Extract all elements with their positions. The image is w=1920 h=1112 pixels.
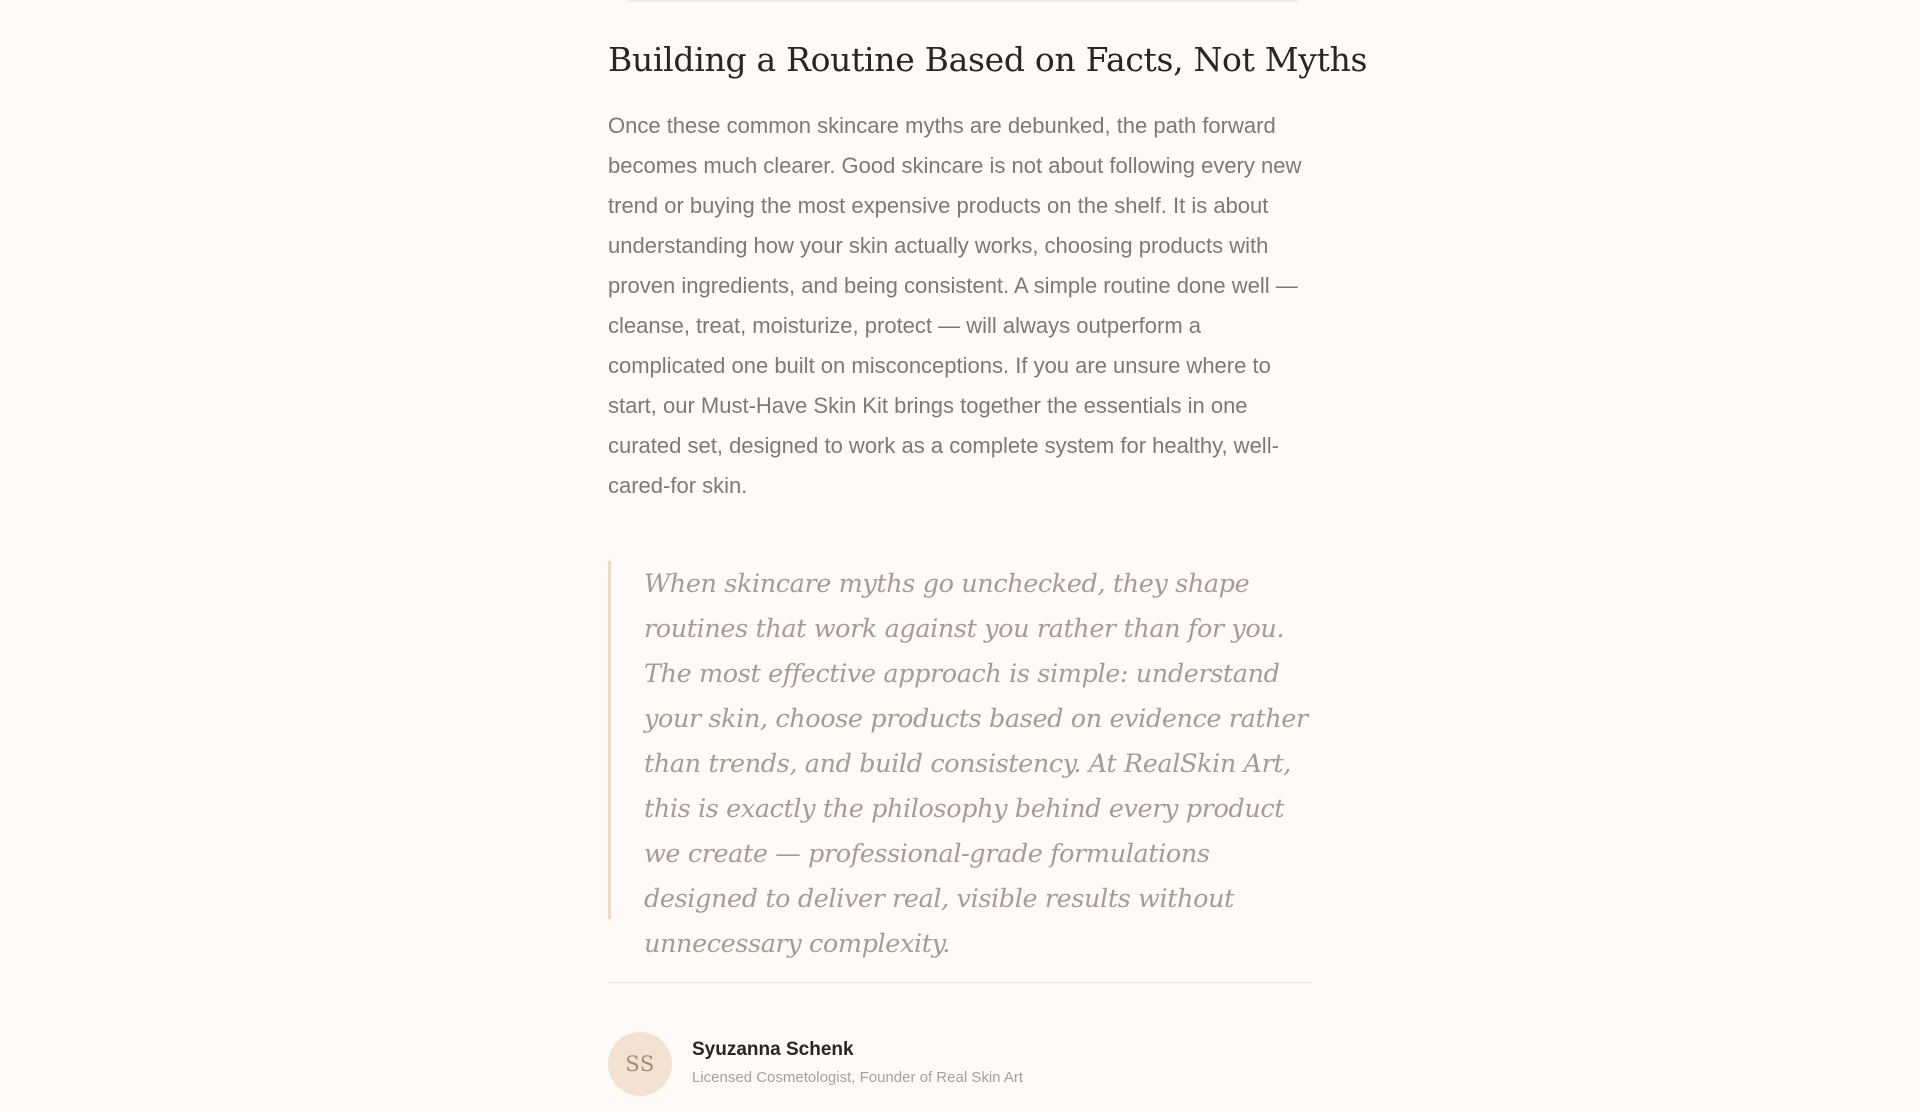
avatar: SS [608,1032,672,1096]
section-title: Building a Routine Based on Facts, Not Myths [608,40,1368,79]
top-divider [628,0,1298,2]
section-divider [608,982,1312,983]
pull-quote [608,561,1312,959]
author-name: Syuzanna Schenk [692,1039,854,1060]
body-paragraph: Once these common skincare myths are debunked, the path forward becomes much clearer. Good skincare is not about following every new trend or buying the most expensive products on the shelf. It is about understanding how your skin actually works, choosing products with proven ingredients, and being consistent. A simple routine done well — cleanse, treat, moisturize, protect — will always outperform a complicated one built on misconceptions. If you are unsure where to start, our Must-Have Skin Kit brings together the essentials in one curated set, designed to work as a complete system for healthy, well-cared-for skin. [608,113,1302,498]
author-role: Licensed Cosmetologist, Founder of Real Skin Art [692,1069,1024,1086]
pull-quote-text: When skincare myths go unchecked, they shape routines that work against you rather than for you. The most effective approach is simple: understand your skin, choose products based on evidence rather than trends, and build consistency. At RealSkin Art, this is exactly the philosophy behind every product we create — professional-grade formulations designed to deliver real, visible results without unnecessary complexity. [644,569,1308,959]
author-card [608,1032,1312,1112]
